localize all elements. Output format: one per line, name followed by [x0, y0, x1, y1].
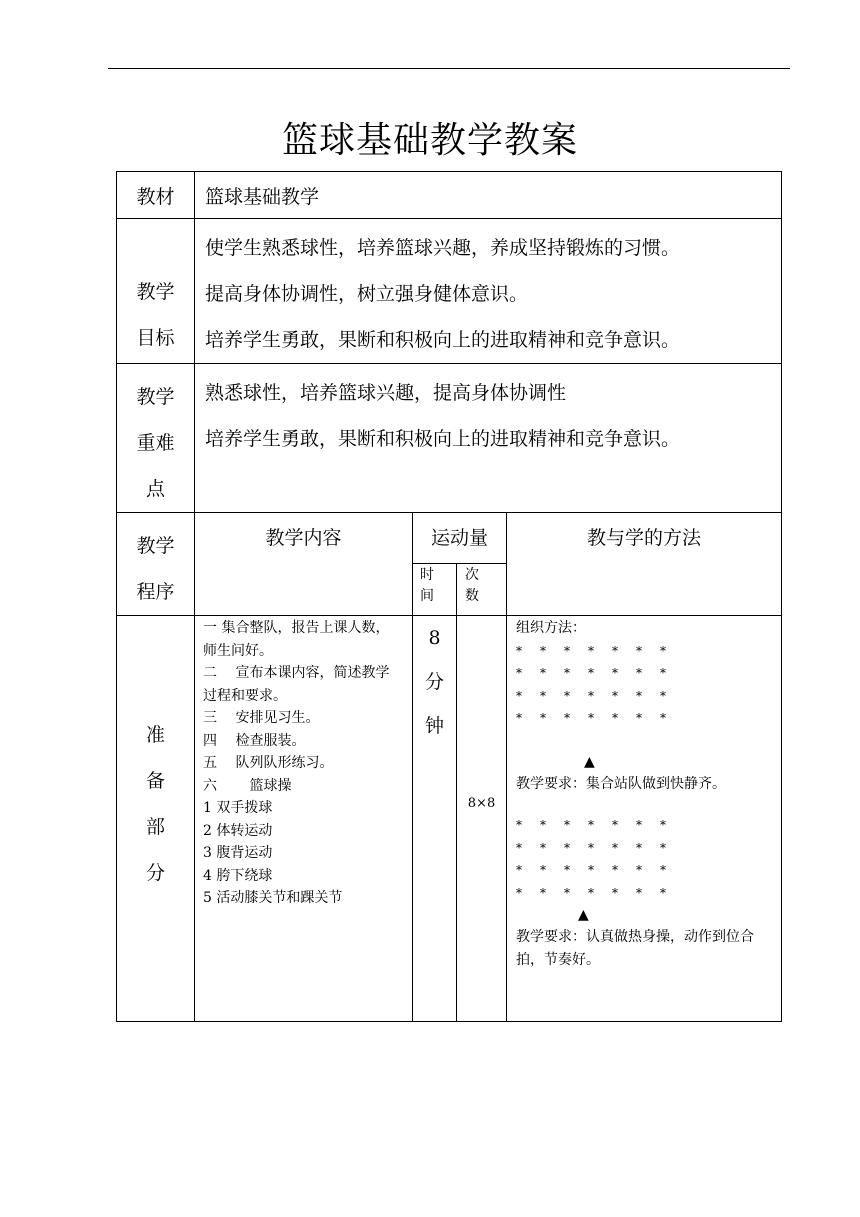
student-marker: *	[540, 643, 546, 658]
student-marker: *	[612, 840, 618, 855]
student-marker: *	[564, 863, 570, 877]
prep-method	[507, 616, 782, 1022]
student-marker: *	[636, 643, 642, 658]
student-marker: *	[540, 818, 546, 832]
prep-label-char: 分	[145, 862, 165, 884]
student-marker: *	[516, 885, 522, 900]
formation-row	[516, 685, 666, 708]
student-marker: *	[636, 688, 642, 703]
time-subheader-char: 间	[420, 587, 434, 604]
student-marker: *	[588, 643, 594, 658]
key-point-line: 熟悉球性，培养篮球兴趣，提高身体协调性	[205, 382, 567, 404]
student-marker: *	[516, 818, 522, 832]
student-marker: *	[564, 643, 570, 658]
objectives-label	[117, 219, 195, 364]
prep-content-line: 四 检查服装。	[203, 732, 306, 749]
formation-row	[516, 859, 666, 882]
formation-row	[516, 882, 666, 905]
student-marker: *	[636, 818, 642, 832]
key-points-row	[117, 364, 782, 513]
student-marker: *	[660, 840, 666, 855]
formation-grid-1	[516, 640, 781, 730]
prep-label	[117, 616, 195, 1022]
teacher-marker-1: ▲	[584, 753, 595, 770]
formation-row	[516, 837, 666, 860]
student-marker: *	[612, 643, 618, 658]
student-marker: *	[588, 818, 594, 832]
prep-content-line: 二 宣布本课内容，简述教学	[203, 665, 390, 681]
objective-line: 使学生熟悉球性，培养篮球兴趣，养成坚持锻炼的习惯。	[205, 237, 681, 259]
prep-content-line: 五 队列队形练习。	[203, 755, 334, 771]
procedure-label-line: 教学	[136, 535, 175, 557]
material-row	[117, 172, 782, 219]
student-marker: *	[516, 666, 522, 680]
key-point-line: 培养学生勇敢，果断和积极向上的进取精神和竞争意识。	[205, 428, 681, 450]
procedure-header-row	[117, 513, 782, 564]
prep-time-char: 分	[424, 671, 444, 693]
prep-time	[413, 616, 457, 1022]
material-value: 篮球基础教学	[195, 172, 782, 219]
student-marker: *	[516, 863, 522, 877]
student-marker: *	[660, 818, 666, 832]
student-marker: *	[540, 840, 546, 855]
content-header-text: 教学内容	[265, 527, 342, 549]
student-marker: *	[516, 688, 522, 703]
student-marker: *	[588, 666, 594, 680]
formation-row	[516, 662, 666, 685]
prep-time-char: 钟	[424, 715, 444, 737]
prep-content-line: 三 安排见习生。	[203, 710, 320, 726]
key-points-label-line: 重难	[136, 432, 175, 454]
prep-content-line: 3 腹背运动	[203, 845, 273, 861]
teacher-marker-2: ▲	[578, 907, 589, 923]
requirement-2-line: 拍，节奏好。	[516, 951, 600, 968]
objectives-row	[117, 219, 782, 364]
load-header	[413, 513, 507, 564]
student-marker: *	[612, 688, 618, 703]
procedure-label-line: 程序	[136, 581, 175, 603]
student-marker: *	[540, 863, 546, 877]
count-subheader-char: 数	[465, 587, 479, 604]
count-subheader-char: 次	[465, 566, 479, 583]
student-marker: *	[612, 863, 618, 877]
student-marker: *	[540, 666, 546, 680]
key-points-text	[195, 364, 782, 513]
student-marker: *	[660, 643, 666, 658]
student-marker: *	[660, 666, 666, 680]
method-header	[507, 513, 782, 616]
student-marker: *	[516, 711, 522, 725]
student-marker: *	[564, 666, 570, 680]
prep-content-line: 六 篮球操	[203, 777, 292, 794]
material-label: 教材	[117, 172, 195, 219]
student-marker: *	[612, 885, 618, 900]
objectives-label-line: 教学	[136, 281, 175, 303]
page-title: 篮球基础教学教案	[281, 120, 578, 161]
procedure-label	[117, 513, 195, 616]
prep-content-line: 4 胯下绕球	[203, 867, 273, 884]
prep-count-value: 8×8	[467, 796, 496, 811]
objective-line: 提高身体协调性，树立强身健体意识。	[205, 283, 529, 305]
student-marker: *	[588, 688, 594, 703]
requirement-1: 教学要求：集合站队做到快静齐。	[516, 775, 726, 792]
objectives-text	[195, 219, 782, 364]
student-marker: *	[588, 885, 594, 900]
student-marker: *	[564, 840, 570, 855]
key-points-label-line: 点	[145, 478, 165, 500]
method-header-text: 教与学的方法	[587, 527, 702, 549]
prep-row	[117, 616, 782, 1022]
student-marker: *	[660, 688, 666, 703]
student-marker: *	[612, 666, 618, 680]
time-subheader	[413, 563, 457, 615]
student-marker: *	[636, 840, 642, 855]
student-marker: *	[588, 863, 594, 877]
objective-line: 培养学生勇敢，果断和积极向上的进取精神和竞争意识。	[205, 329, 681, 351]
prep-count	[457, 616, 507, 1022]
key-points-label-line: 教学	[136, 386, 175, 408]
prep-label-char: 部	[145, 816, 165, 838]
prep-content-line: 过程和要求。	[203, 687, 287, 704]
student-marker: *	[564, 885, 570, 900]
student-marker: *	[540, 688, 546, 703]
student-marker: *	[636, 863, 642, 877]
count-subheader	[457, 563, 507, 615]
prep-content-line: 1 双手拨球	[203, 800, 273, 816]
student-marker: *	[540, 885, 546, 900]
prep-label-char: 备	[145, 770, 165, 792]
student-marker: *	[660, 885, 666, 900]
student-marker: *	[660, 863, 666, 877]
student-marker: *	[636, 666, 642, 680]
student-marker: *	[516, 643, 522, 658]
org-method-label: 组织方法：	[516, 620, 586, 636]
formation-row	[516, 640, 666, 663]
student-marker: *	[588, 711, 594, 725]
student-marker: *	[564, 688, 570, 703]
prep-content	[195, 616, 413, 1022]
formation-row	[516, 707, 666, 730]
requirement-2-line: 教学要求：认真做热身操，动作到位合	[516, 929, 754, 945]
student-marker: *	[540, 711, 546, 725]
formation-grid-2	[516, 814, 781, 904]
prep-content-line: 一 集合整队，报告上课人数，	[203, 620, 390, 636]
student-marker: *	[564, 818, 570, 832]
prep-label-char: 准	[145, 724, 165, 746]
prep-content-line: 师生问好。	[203, 642, 273, 659]
student-marker: *	[660, 711, 666, 725]
prep-time-char: 8	[428, 627, 441, 649]
header-rule	[108, 68, 790, 69]
content-header	[195, 513, 413, 616]
student-marker: *	[516, 840, 522, 855]
formation-row	[516, 814, 666, 837]
student-marker: *	[612, 711, 618, 725]
student-marker: *	[636, 711, 642, 725]
prep-content-line: 2 体转运动	[203, 822, 273, 839]
load-header-text: 运动量	[430, 527, 488, 549]
prep-content-line: 5 活动膝关节和踝关节	[203, 890, 343, 906]
student-marker: *	[588, 840, 594, 855]
student-marker: *	[564, 711, 570, 725]
student-marker: *	[612, 818, 618, 832]
lesson-plan-table	[116, 171, 782, 1022]
objectives-label-line: 目标	[136, 327, 175, 349]
student-marker: *	[636, 885, 642, 900]
key-points-label	[117, 364, 195, 513]
time-subheader-char: 时	[420, 566, 434, 583]
